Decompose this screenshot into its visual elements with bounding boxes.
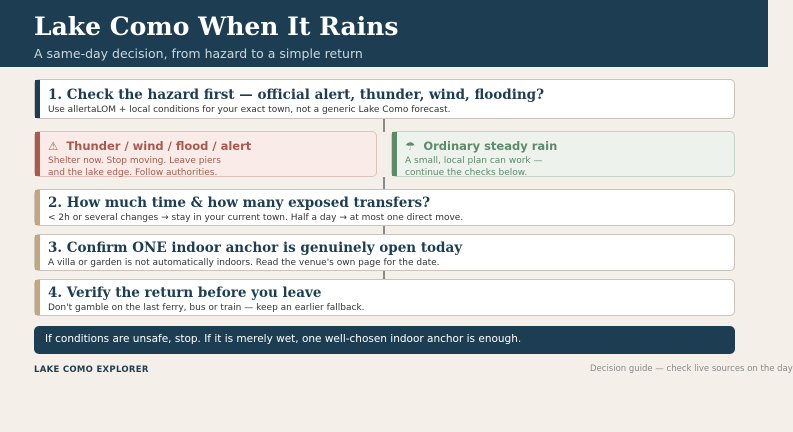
step-4-text: Don't gamble on the last ferry, bus or train — keep an earlier fallback. [48, 303, 365, 313]
umbrella-icon: ☂ [405, 139, 416, 153]
step-2-title: 2. How much time & how many exposed transfers? [48, 195, 431, 211]
step-2-text: < 2h or several changes → stay in your current town. Half a day → at most one direct move. [48, 213, 464, 223]
step-3-title: 3. Confirm ONE indoor anchor is genuinely open today [48, 240, 463, 256]
footer-brand: LAKE COMO EXPLORER [34, 365, 149, 375]
step-4-card [34, 279, 735, 316]
flow-connector [383, 271, 385, 279]
step-1-title: 1. Check the hazard first — official alert, thunder, wind, flooding? [48, 87, 544, 103]
step-accent-bar [35, 235, 40, 270]
warning-icon: ⚠ [48, 139, 59, 153]
step-3-card [34, 234, 735, 271]
step-accent-bar [35, 80, 40, 118]
rain-branch-text: A small, local plan can work — continue the checks below. [405, 156, 543, 178]
page-subtitle: A same-day decision, from hazard to a simple return [34, 46, 363, 61]
hazard-accent-bar [35, 132, 40, 176]
step-accent-bar [35, 190, 40, 225]
hazard-branch-text: Shelter now. Stop moving. Leave piers and the lake edge. Follow authorities. [48, 156, 221, 178]
rain-branch-title [405, 139, 557, 153]
hazard-branch-title [48, 139, 251, 153]
step-1-card [34, 79, 735, 119]
hazard-branch-card [34, 131, 377, 177]
flow-connector [383, 177, 385, 189]
step-accent-bar [35, 280, 40, 315]
step-3-text: A villa or garden is not automatically indoors. Read the venue's own page for the date. [48, 258, 440, 268]
step-4-title: 4. Verify the return before you leave [48, 285, 322, 301]
header-banner [0, 0, 768, 67]
rain-branch-label: Ordinary steady rain [423, 139, 558, 153]
page-title: Lake Como When It Rains [34, 12, 399, 41]
rain-branch-card [391, 131, 735, 177]
step-1-text: Use allertaLOM + local conditions for your exact town, not a generic Lake Como forecast. [48, 105, 451, 115]
hazard-branch-label: Thunder / wind / flood / alert [66, 139, 252, 153]
flow-connector [383, 119, 385, 132]
rain-accent-bar [392, 132, 397, 176]
summary-banner [34, 326, 735, 354]
flow-connector [383, 226, 385, 234]
footer-note: Decision guide — check live sources on the day [590, 364, 793, 374]
summary-text: If conditions are unsafe, stop. If it is merely wet, one well-chosen indoor anchor is enough. [45, 333, 522, 345]
step-2-card [34, 189, 735, 226]
